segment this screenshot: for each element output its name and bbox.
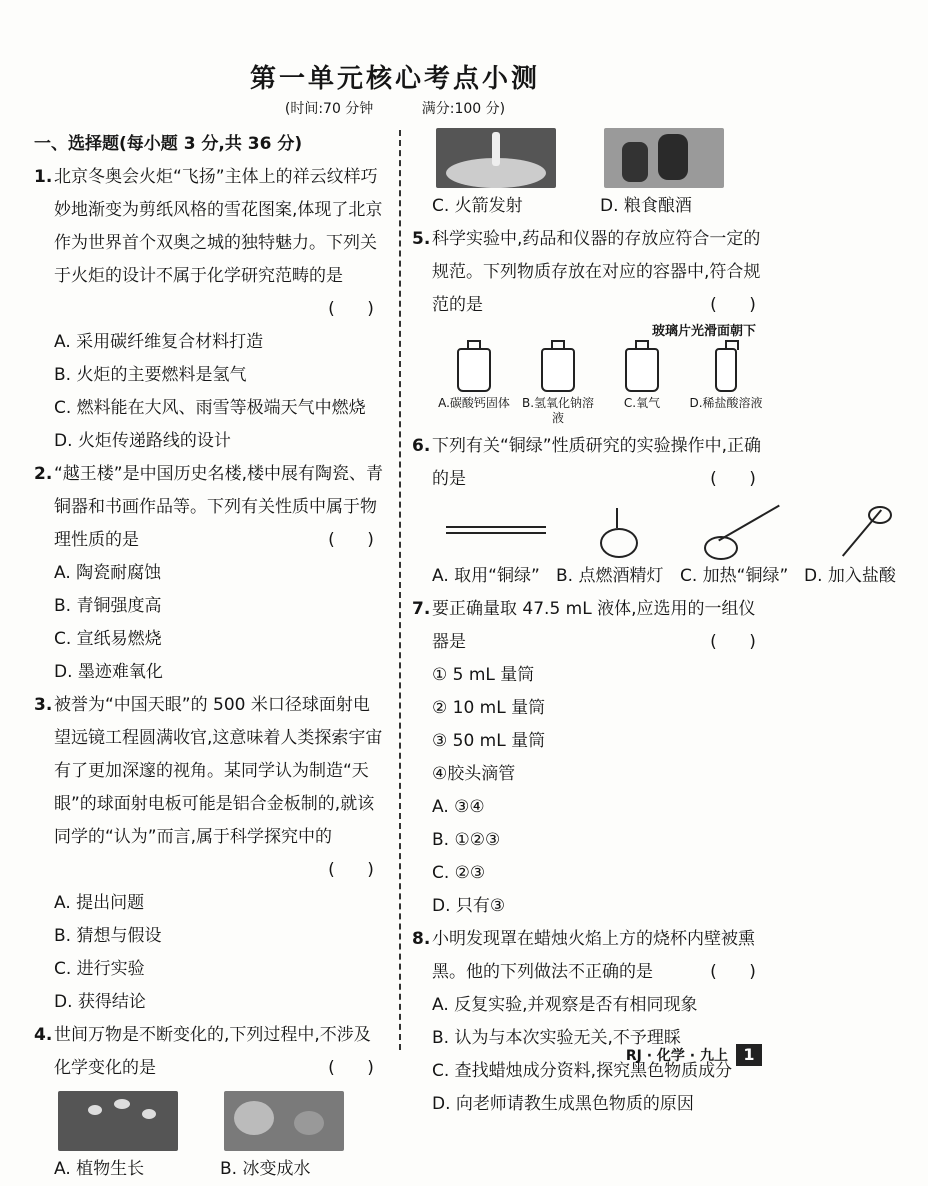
- book-label: RJ · 化学 · 九上: [625, 1048, 728, 1064]
- image-option-b: [556, 502, 680, 593]
- option-c: C. 火箭发射: [432, 196, 523, 216]
- option-b: B. 点燃酒精灯: [556, 566, 664, 586]
- option-a: A. ③④: [432, 797, 485, 817]
- container-options: [412, 342, 768, 426]
- answer-blank[interactable]: [698, 956, 768, 989]
- image-options: [412, 502, 896, 593]
- image-options: [34, 1091, 386, 1186]
- option-d: D. 墨迹难氧化: [54, 662, 163, 682]
- option-c: C. 加热“铜绿”: [680, 566, 789, 586]
- question-stem: 要正确量取 47.5 mL 液体,应选用的一组仪器是: [432, 599, 756, 652]
- options-grid: [34, 557, 386, 689]
- option-c: C.氧气: [623, 396, 661, 410]
- container-b: [516, 342, 600, 426]
- option-a: A.碳酸钙固体: [438, 396, 510, 410]
- exam-info: [0, 98, 790, 118]
- container-a: [432, 342, 516, 426]
- answer-blank[interactable]: [698, 463, 768, 496]
- option-a: A. 反复实验,并观察是否有相同现象: [432, 995, 698, 1015]
- instrument-4: ④胶头滴管: [432, 764, 516, 784]
- option-c: C. 宣纸易燃烧: [54, 629, 162, 649]
- option-d: D. 向老师请教生成黑色物质的原因: [432, 1094, 694, 1114]
- option-c: C. 进行实验: [54, 959, 145, 979]
- question-stem: 科学实验中,药品和仪器的存放应符合一定的规范。下列物质存放在对应的容器中,符合规范的是: [432, 229, 761, 315]
- question-number: 8.: [412, 929, 431, 949]
- option-d: D. 火炬传递路线的设计: [54, 431, 231, 451]
- option-c: C. 燃料能在大风、雨雪等极端天气中燃烧: [54, 398, 366, 418]
- answer-blank[interactable]: [698, 626, 768, 659]
- option-b: B. 火炬的主要燃料是氢气: [54, 365, 247, 385]
- heating-setup-sketch: [684, 502, 804, 558]
- image-option-a: [432, 502, 556, 593]
- gas-jar-icon: [625, 348, 659, 392]
- question-5: [412, 223, 768, 322]
- option-d: D. 加入盐酸: [804, 566, 896, 586]
- page-number: 1: [736, 1044, 762, 1066]
- option-b: B. ①②③: [432, 830, 501, 850]
- plant-growth-photo: [58, 1091, 178, 1151]
- question-stem: 北京冬奥会火炬“飞扬”主体上的祥云纹样巧妙地渐变为剪纸风格的雪花图案,体现了北京作为世界首个双奥之城的独特魅力。下列关于火炬的设计不属于化学研究范畴的是: [54, 167, 383, 286]
- question-number: 7.: [412, 599, 431, 619]
- instrument-3: ③ 50 mL 量筒: [432, 731, 546, 751]
- option-b: B. 认为与本次实验无关,不予理睬: [432, 1028, 681, 1048]
- option-d: D. 只有③: [432, 896, 506, 916]
- glass-plate-note: 玻璃片光滑面朝下: [651, 324, 756, 339]
- image-option-b: [220, 1091, 386, 1186]
- ice-melting-photo: [224, 1091, 344, 1151]
- question-6: [412, 430, 768, 496]
- option-b: B.氢氧化钠溶液: [521, 396, 595, 425]
- right-column: [412, 128, 896, 1121]
- rocket-launch-photo: [436, 128, 556, 188]
- question-number: 3.: [34, 695, 53, 715]
- option-c: C. 查找蜡烛成分资料,探究黑色物质成分: [432, 1061, 733, 1081]
- question-stem: 小明发现罩在蜡烛火焰上方的烧杯内壁被熏黑。他的下列做法不正确的是: [432, 929, 755, 982]
- page-footer: [626, 1044, 762, 1066]
- question-stem: 世间万物是不断变化的,下列过程中,不涉及化学变化的是: [54, 1025, 371, 1078]
- question-stem: “越王楼”是中国历史名楼,楼中展有陶瓷、青铜器和书画作品等。下列有关性质中属于物理性质的是: [54, 464, 384, 550]
- question-2: [34, 458, 386, 557]
- instrument-list: [412, 659, 768, 923]
- answer-blank[interactable]: [316, 854, 386, 887]
- option-a: A. 陶瓷耐腐蚀: [54, 563, 162, 583]
- answer-blank[interactable]: [316, 524, 386, 557]
- image-option-d: [804, 502, 928, 593]
- image-option-c: [432, 128, 600, 223]
- answer-blank[interactable]: [698, 289, 768, 322]
- question-number: 2.: [34, 464, 53, 484]
- wide-mouth-bottle-icon: [457, 348, 491, 392]
- answer-blank[interactable]: [316, 293, 386, 326]
- question-number: 6.: [412, 436, 431, 456]
- question-1: [34, 161, 386, 326]
- column-divider: [399, 130, 401, 1050]
- image-option-d: [600, 128, 768, 223]
- option-a: A. 取用“铜绿”: [432, 566, 540, 586]
- option-a: A. 植物生长: [54, 1159, 145, 1179]
- option-a: A. 采用碳纤维复合材料打造: [54, 332, 264, 352]
- alcohol-lamp-sketch: [560, 502, 680, 558]
- answer-blank[interactable]: [316, 1052, 386, 1085]
- left-column: [34, 128, 386, 1186]
- option-c: C. ②③: [432, 863, 486, 883]
- question-number: 4.: [34, 1025, 53, 1045]
- option-b: B. 青铜强度高: [54, 596, 162, 616]
- brewing-photo: [604, 128, 724, 188]
- time-limit: (时间:70 分钟: [284, 101, 374, 117]
- instrument-1: ① 5 mL 量筒: [432, 665, 535, 685]
- question-7: [412, 593, 768, 659]
- question-stem: 被誉为“中国天眼”的 500 米口径球面射电望远镜工程圆满收官,这意味着人类探索宇宙有了更加深邃的视角。某同学认为制造“天眼”的球面射电板可能是铝合金板制的,就该同学的“认为”而言,属于科学探究中的: [54, 695, 383, 847]
- question-4: [34, 1019, 386, 1085]
- question-3: [34, 689, 386, 887]
- option-a: A. 提出问题: [54, 893, 145, 913]
- image-option-c: [680, 502, 804, 593]
- container-d: [684, 342, 768, 426]
- question-8: [412, 923, 768, 989]
- options-grid: [34, 887, 386, 1019]
- image-option-a: [54, 1091, 220, 1186]
- question-number: 5.: [412, 229, 431, 249]
- dropper-bottle-icon: [715, 348, 737, 392]
- option-d: D. 获得结论: [54, 992, 146, 1012]
- option-b: B. 冰变成水: [220, 1159, 311, 1179]
- hands-test-tube-sketch: [436, 502, 556, 558]
- option-d: D.稀盐酸溶液: [689, 396, 763, 410]
- page-title: 第一单元核心考点小测: [249, 64, 540, 94]
- question-stem: 下列有关“铜绿”性质研究的实验操作中,正确的是: [432, 436, 762, 489]
- narrow-mouth-bottle-icon: [541, 348, 575, 392]
- section-heading: 一、选择题(每小题 3 分,共 36 分): [34, 134, 303, 154]
- option-b: B. 猜想与假设: [54, 926, 162, 946]
- option-d: D. 粮食酿酒: [600, 196, 692, 216]
- adding-acid-sketch: [808, 502, 928, 558]
- container-c: [600, 342, 684, 426]
- full-score: 满分:100 分): [421, 101, 506, 117]
- image-options-continued: [412, 128, 768, 223]
- question-number: 1.: [34, 167, 53, 187]
- instrument-2: ② 10 mL 量筒: [432, 698, 546, 718]
